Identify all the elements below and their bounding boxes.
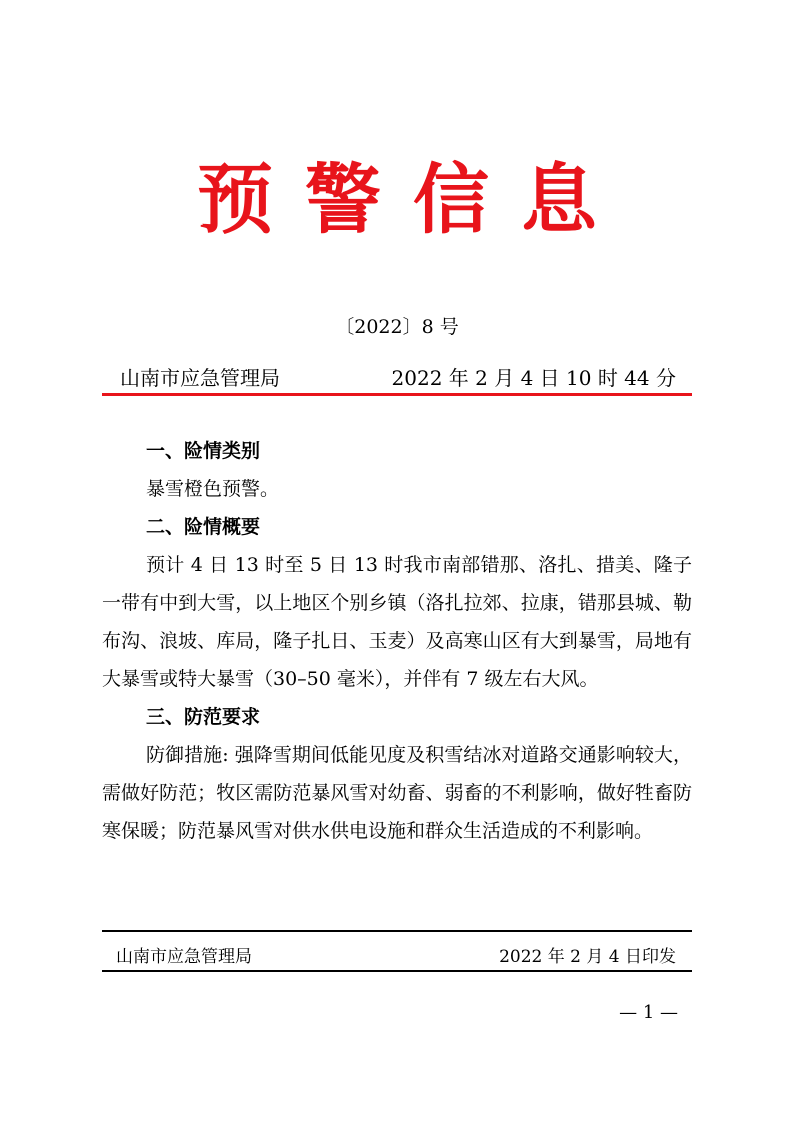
document-number: 〔2022〕8 号 — [335, 316, 459, 338]
section-text: 预计 4 日 13 时至 5 日 13 时我市南部错那、洛扎、措美、隆子一带有中到大雪，以上地区个别乡镇（洛扎拉郊、拉康，错那县城、勒布沟、浪坡、库局，隆子扎日、玉麦）及高寒山区有大到暴雪，局地有大暴雪或特大暴雪（30–50 毫米），并伴有 7 级左右大风。 — [102, 554, 692, 690]
section-heading: 三、防范要求 — [146, 706, 261, 728]
red-header-rule — [102, 393, 692, 396]
document-title: 预警信息 — [197, 155, 629, 244]
issuer-name: 山南市应急管理局 — [120, 366, 280, 390]
section-heading: 二、险情概要 — [146, 516, 261, 538]
page-number: — 1 — — [619, 1002, 678, 1023]
section-risk-summary — [102, 508, 692, 698]
section-text: 暴雪橙色预警。 — [146, 478, 280, 500]
document-body — [102, 432, 692, 850]
section-prevention — [102, 698, 692, 850]
section-heading: 一、险情类别 — [146, 440, 261, 462]
footer-date: 2022 年 2 月 4 日印发 — [499, 947, 676, 967]
issue-time: 2022 年 2 月 4 日 10 时 44 分 — [391, 366, 676, 390]
footer-bottom-rule — [102, 970, 692, 972]
section-text: 防御措施: 强降雪期间低能见度及积雪结冰对道路交通影响较大，需做好防范；牧区需防范暴风雪对幼畜、弱畜的不利影响，做好牲畜防寒保暖；防范暴风雪对供水供电设施和群众生活造成的不利影响。 — [102, 744, 692, 842]
section-risk-type — [102, 432, 692, 508]
footer-top-rule — [102, 930, 692, 932]
footer-issuer: 山南市应急管理局 — [116, 947, 252, 967]
